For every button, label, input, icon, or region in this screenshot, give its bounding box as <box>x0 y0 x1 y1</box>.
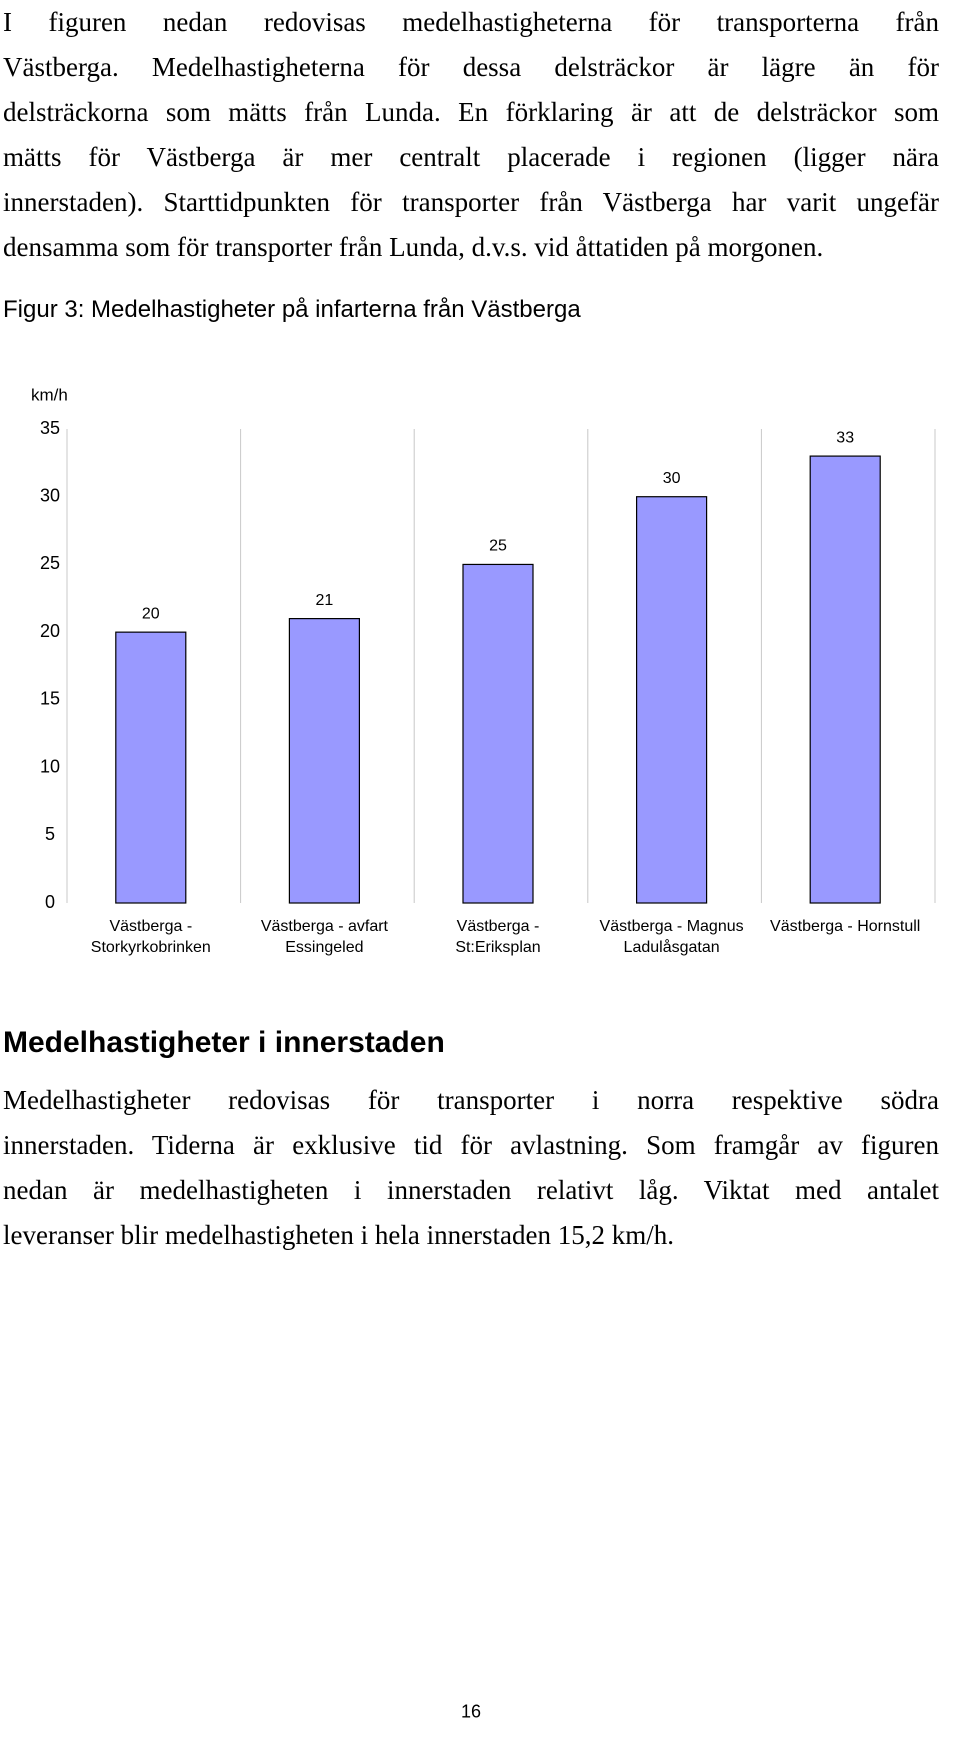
body-line: nedan är medelhastigheten i innerstaden relativt låg. Viktat med antalet <box>3 1175 939 1205</box>
bar-value-label: 21 <box>315 591 334 609</box>
y-tick-label: 20 <box>39 620 61 641</box>
category-label: Västberga - <box>456 918 540 936</box>
bar-value-label: 30 <box>662 469 681 487</box>
intro-paragraph <box>3 0 939 270</box>
category-label: Storkyrkobrinken <box>90 939 211 957</box>
category-label: Västberga - avfart <box>260 918 388 936</box>
body-line: Medelhastigheter redovisas för transporter i norra respektive södra <box>3 1085 939 1115</box>
category-label: Västberga - <box>109 918 193 936</box>
body-line: innerstaden. Tiderna är exklusive tid för avlastning. Som framgår av figuren <box>3 1130 939 1160</box>
y-tick-label: 30 <box>39 485 61 506</box>
bar <box>810 456 880 903</box>
y-tick-label: 5 <box>44 824 56 845</box>
category-label: Västberga - Hornstull <box>770 918 921 936</box>
page-number: 16 <box>460 1701 482 1722</box>
body-line: leveranser blir medelhastigheten i hela innerstaden 15,2 km/h. <box>3 1220 675 1250</box>
bar-value-label: 20 <box>141 605 160 623</box>
bar <box>637 497 707 903</box>
y-tick-label: 0 <box>44 891 56 912</box>
category-label: Västberga - Magnus <box>599 918 744 936</box>
bar <box>289 619 359 903</box>
section-heading: Medelhastigheter i innerstaden <box>3 1026 445 1059</box>
intro-line: innerstaden). Starttidpunkten för transporter från Västberga har varit ungefär <box>3 187 939 217</box>
figure-caption: Figur 3: Medelhastigheter på infarterna från Västberga <box>3 296 581 323</box>
intro-line: densamma som för transporter från Lunda, d.v.s. vid åttatiden på morgonen. <box>3 232 824 262</box>
category-label: St:Eriksplan <box>455 939 541 957</box>
intro-line: Västberga. Medelhastigheterna för dessa delsträckor är lägre än för <box>3 52 939 82</box>
intro-line: mätts för Västberga är mer centralt placerade i regionen (ligger nära <box>3 142 939 172</box>
category-label: Ladulåsgatan <box>623 939 720 957</box>
y-tick-label: 25 <box>39 553 61 574</box>
y-tick-label: 35 <box>39 417 61 438</box>
intro-line: delsträckorna som mätts från Lunda. En förklaring är att de delsträckor som <box>3 97 939 127</box>
bar-value-label: 25 <box>489 537 507 555</box>
bar-value-label: 33 <box>836 429 855 447</box>
y-tick-label: 10 <box>39 756 61 777</box>
y-tick-label: 15 <box>39 688 61 709</box>
bar <box>116 632 186 903</box>
bar <box>463 564 533 903</box>
intro-line: I figuren nedan redovisas medelhastigheterna för transporterna från <box>3 7 939 37</box>
category-label: Essingeled <box>285 939 364 957</box>
body-paragraph <box>3 1078 939 1258</box>
y-axis-label: km/h <box>31 385 68 405</box>
bar-chart <box>0 370 960 970</box>
